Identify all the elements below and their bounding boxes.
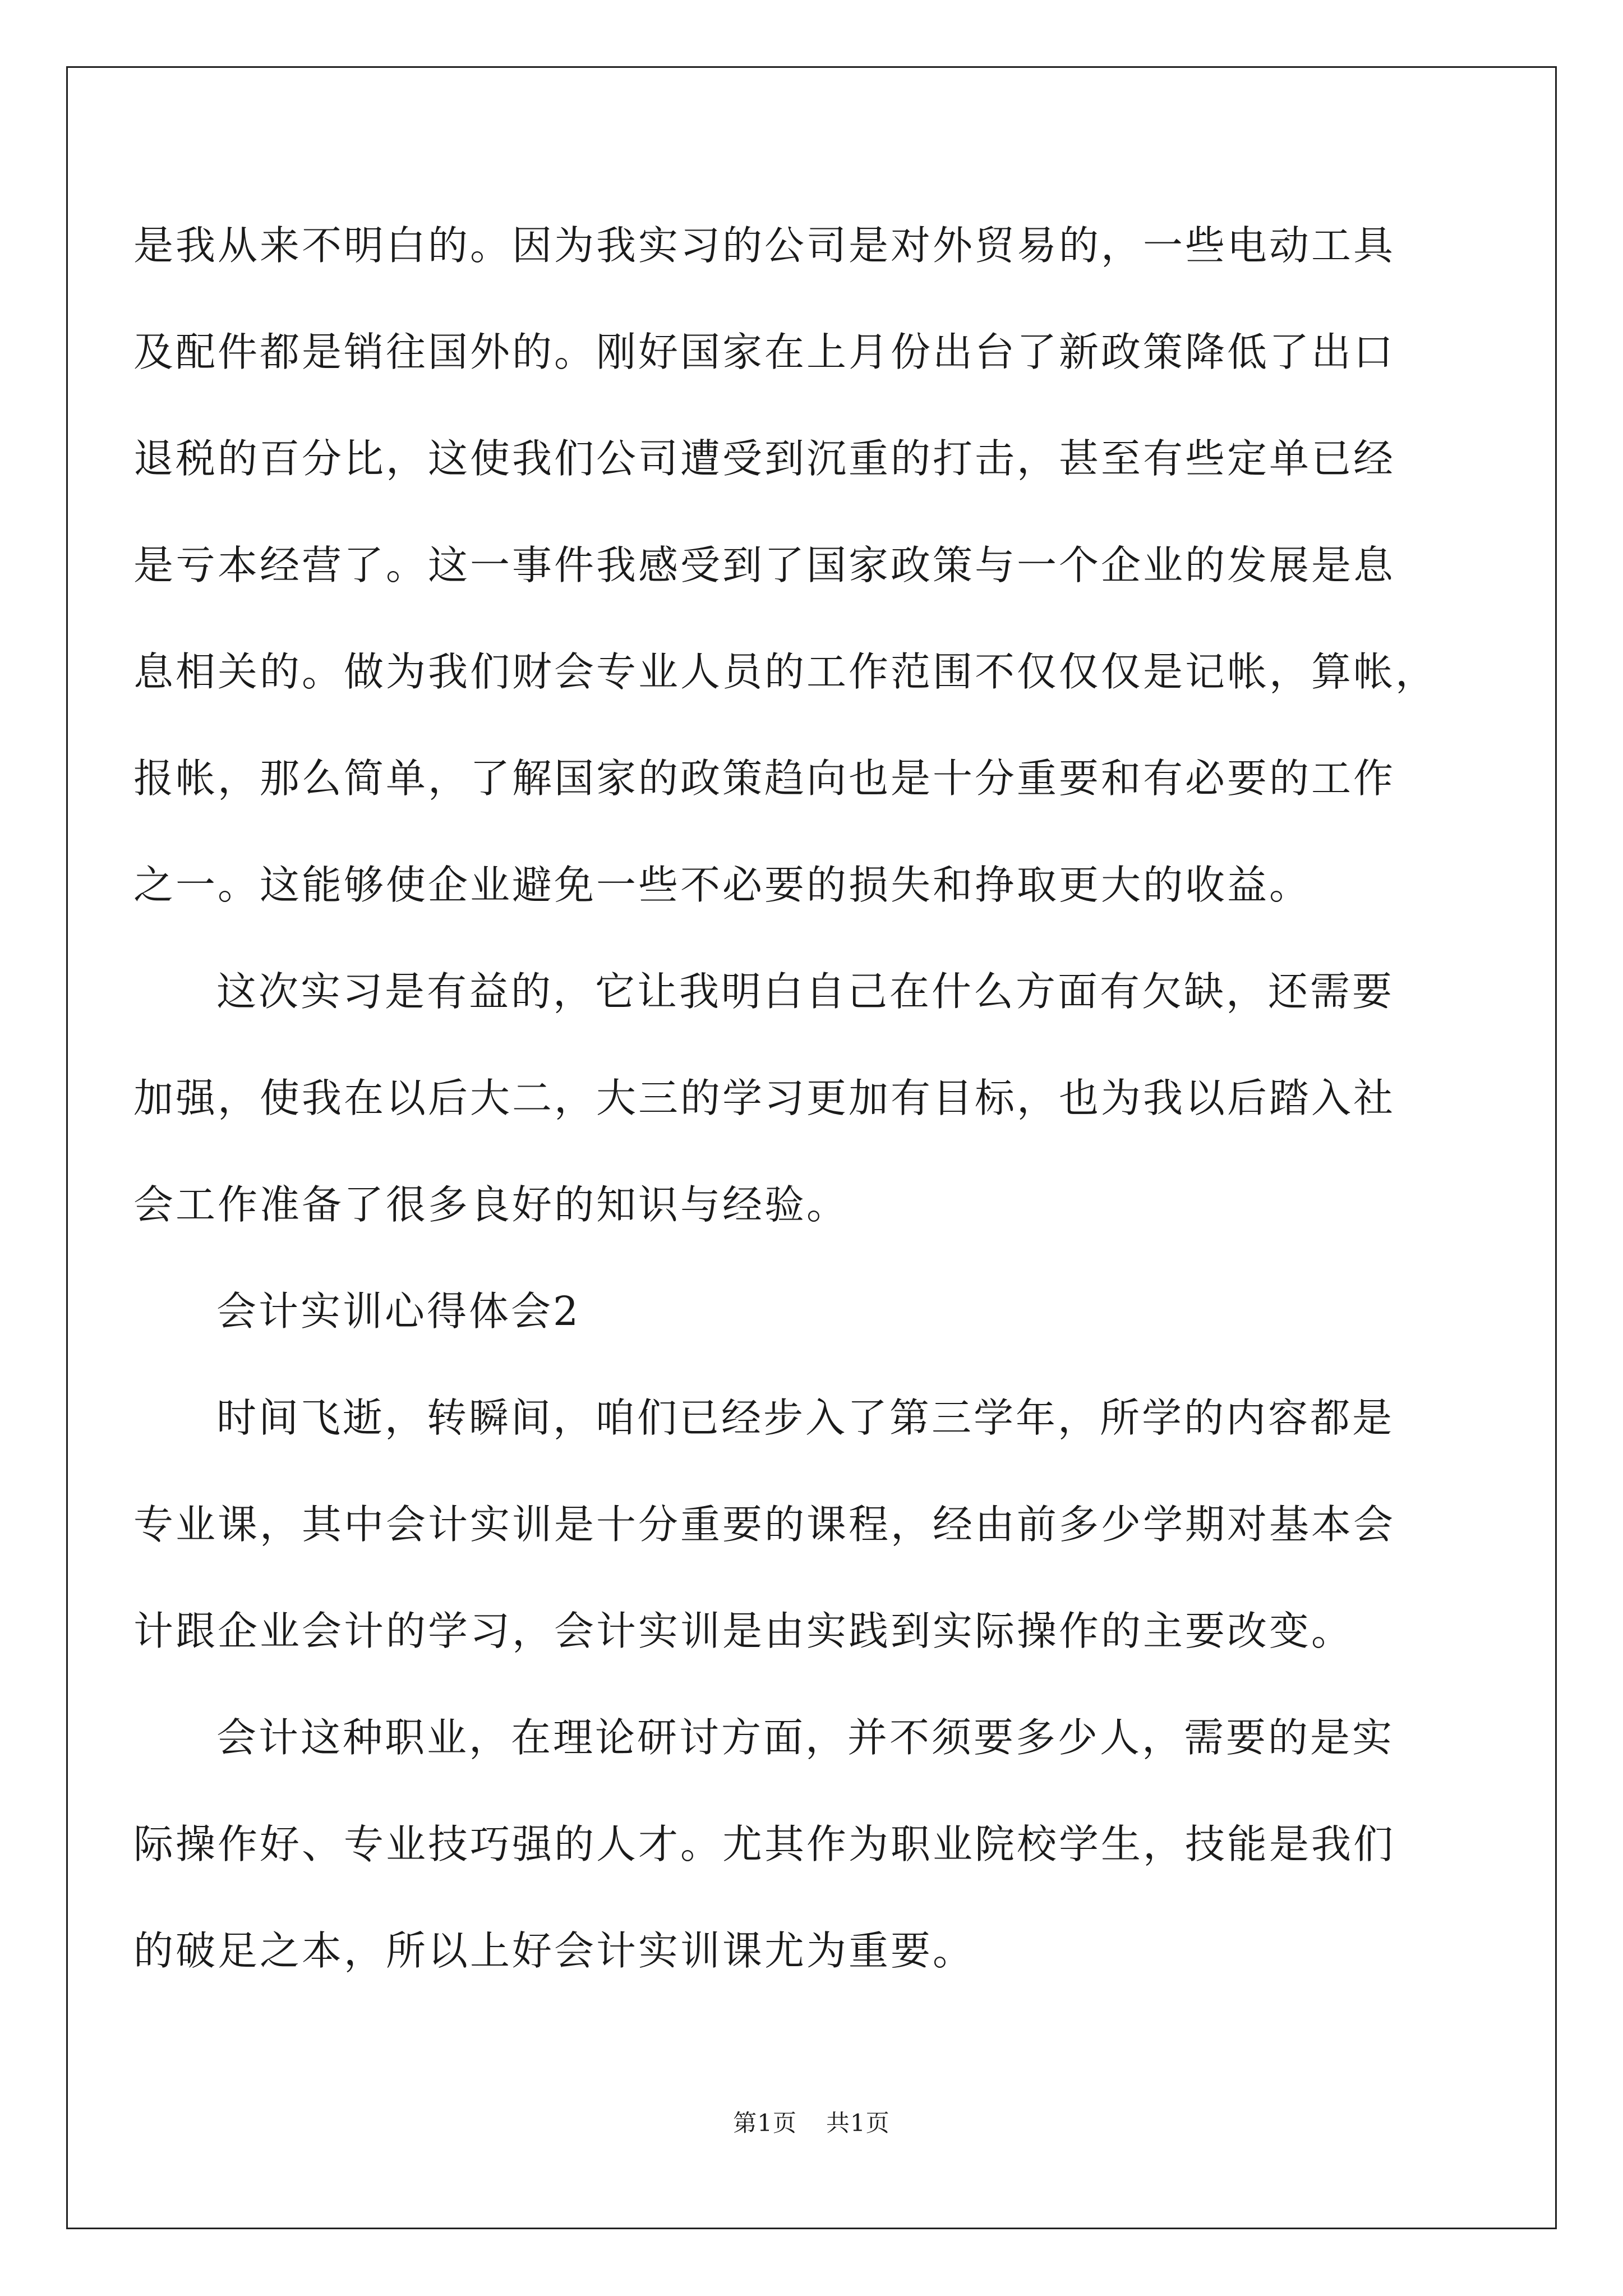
section-heading: 会计实训心得体会2 [216,1288,581,1335]
text-line: 这次实习是有益的，它让我明白自己在什么方面有欠缺，还需要 [216,968,1395,1015]
text-line: 计跟企业会计的学习，会计实训是由实践到实际操作的主要改变。 [133,1608,1354,1654]
text-line: 之一。这能够使企业避免一些不必要的损失和挣取更大的收益。 [133,862,1312,908]
text-line: 的破足之本，所以上好会计实训课尤为重要。 [133,1927,975,1974]
text-line: 会工作准备了很多良好的知识与经验。 [133,1181,849,1228]
text-line: 是亏本经营了。这一事件我感受到了国家政策与一个企业的发展是息 [133,542,1396,588]
text-line: 退税的百分比，这使我们公司遭受到沉重的打击，甚至有些定单已经 [133,435,1396,482]
page-border [66,66,1557,2229]
text-line: 时间飞逝，转瞬间，咱们已经步入了第三学年，所学的内容都是 [216,1395,1395,1441]
text-line: 息相关的。做为我们财会专业人员的工作范围不仅仅仅是记帐，算帐， [133,648,1438,695]
page-footer [0,2106,1623,2140]
text-line: 际操作好、专业技巧强的人才。尤其作为职业院校学生，技能是我们 [133,1821,1396,1867]
page-number-current: 第1页 [733,2109,797,2137]
page-number-total: 共1页 [826,2109,890,2137]
text-line: 加强，使我在以后大二，大三的学习更加有目标，也为我以后踏入社 [133,1075,1396,1121]
text-line: 及配件都是销往国外的。刚好国家在上月份出台了新政策降低了出口 [133,329,1396,375]
text-line: 是我从来不明白的。因为我实习的公司是对外贸易的，一些电动工具 [133,222,1396,269]
text-line: 报帐，那么简单，了解国家的政策趋向也是十分重要和有必要的工作 [133,755,1396,802]
text-line: 会计这种职业，在理论研讨方面，并不须要多少人，需要的是实 [216,1714,1395,1761]
text-line: 专业课，其中会计实训是十分重要的课程，经由前多少学期对基本会 [133,1501,1396,1548]
